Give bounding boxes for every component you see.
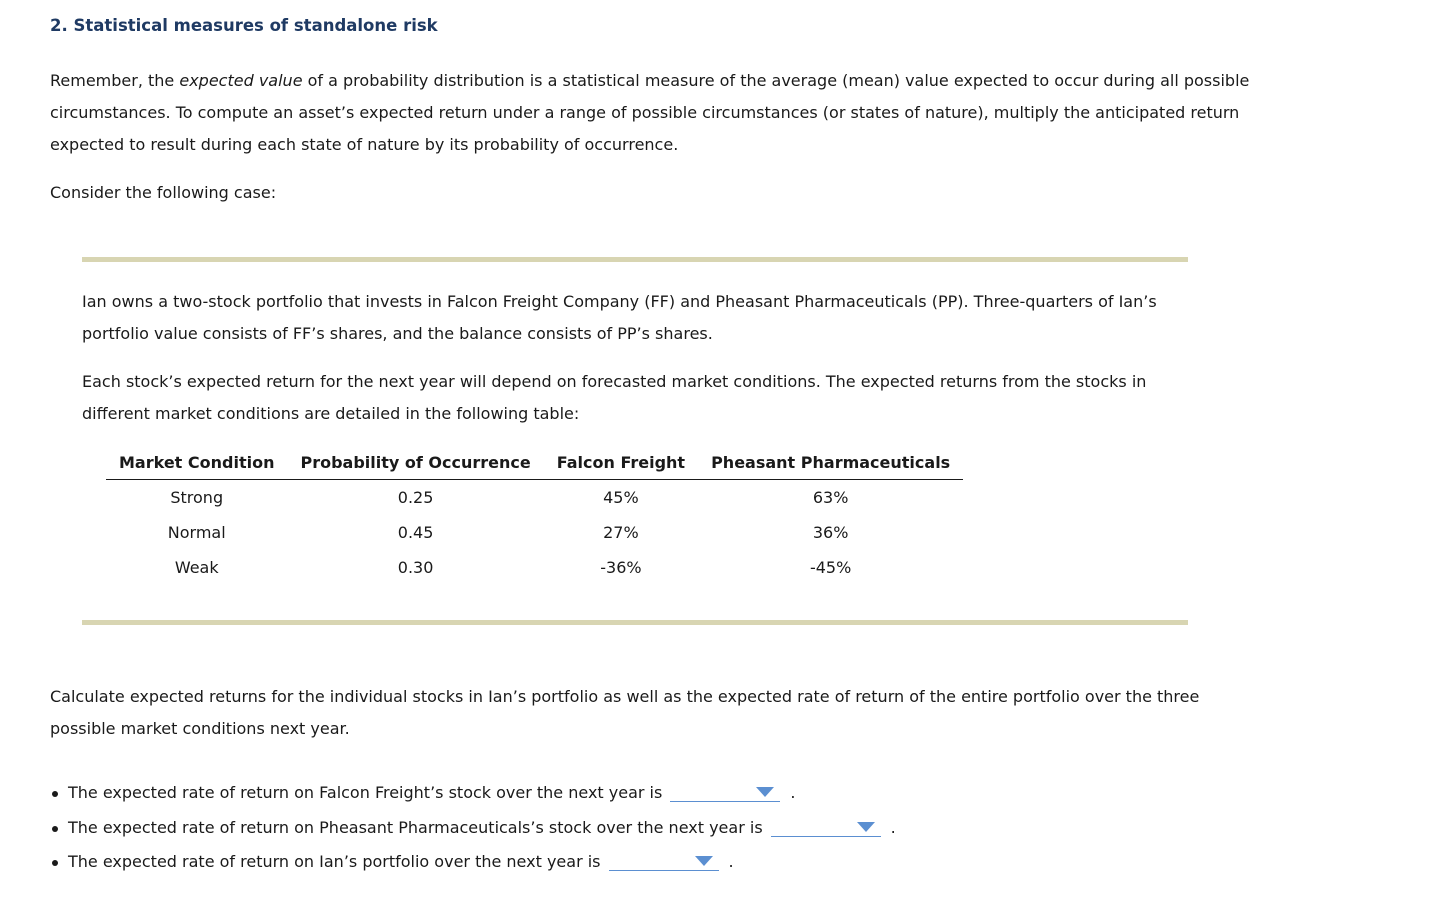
cell-probability: 0.25 <box>397 488 434 507</box>
cell-pheasant-return: 36% <box>812 523 849 542</box>
cell-falcon-return: 45% <box>603 488 639 507</box>
sentence-end: . <box>890 817 896 837</box>
consider-text: Consider the following case: <box>50 183 277 202</box>
case-paragraph-portfolio: Ian owns a two-stock portfolio that invests in Falcon Freight Company (FF) and Pheasant Pharmaceuticals (PP). Three-quarters of Ian’s portfolio value consists of FF’s shares, and the balance consists of PP’s shares. <box>82 292 1157 343</box>
returns-table <box>106 453 963 585</box>
cell-falcon-return: 27% <box>603 523 639 542</box>
answer-pheasant-pharmaceuticals <box>50 811 896 846</box>
chevron-down-icon[interactable] <box>756 787 774 797</box>
answer-list <box>50 776 896 880</box>
sentence-end: . <box>728 852 734 871</box>
answer-falcon-freight <box>50 776 896 811</box>
case-paragraph-conditions: Each stock’s expected return for the next year will depend on forecasted market conditions. The expected returns from the stocks in different market conditions are detailed in the following table: <box>82 372 1147 423</box>
calculate-instructions: Calculate expected returns for the individual stocks in Ian’s portfolio as well as the expected rate of return of the entire portfolio over the three possible market conditions next year. <box>50 687 1200 738</box>
table-row <box>106 480 963 516</box>
answer-portfolio <box>50 845 896 880</box>
chevron-down-icon[interactable] <box>857 822 875 832</box>
section-title: 2. Statistical measures of standalone risk <box>50 16 438 35</box>
cell-condition: Strong <box>170 488 224 507</box>
sentence-end: . <box>790 783 796 802</box>
cell-probability: 0.45 <box>397 523 434 542</box>
header-probability: Probability of Occurrence <box>287 453 543 480</box>
cell-falcon-return: -36% <box>600 558 642 577</box>
expected-value-term: expected value <box>179 71 303 90</box>
cell-probability: 0.30 <box>397 558 434 577</box>
header-pheasant-pharmaceuticals: Pheasant Pharmaceuticals <box>698 453 963 480</box>
table-header-row <box>106 453 963 480</box>
table-row <box>106 550 963 585</box>
cell-pheasant-return: -45% <box>809 558 852 577</box>
pheasant-pharmaceuticals-return-dropdown[interactable] <box>771 816 881 837</box>
answer-prompt: The expected rate of return on Falcon Freight’s stock over the next year is <box>68 783 663 802</box>
cell-condition: Normal <box>167 523 226 542</box>
bottom-divider <box>82 620 1188 625</box>
answer-prompt: The expected rate of return on Pheasant Pharmaceuticals’s stock over the next year is <box>68 817 763 837</box>
header-market-condition: Market Condition <box>106 453 287 480</box>
header-falcon-freight: Falcon Freight <box>544 453 698 480</box>
falcon-freight-return-dropdown[interactable] <box>670 781 780 802</box>
case-box <box>82 257 1188 625</box>
portfolio-return-dropdown[interactable] <box>609 850 719 871</box>
intro-paragraph: Remember, the expected value of a probability distribution is a statistical measure of the average (mean) value expected to occur during all possible circumstances. To compute an asset’s expected return under a range of possible circumstances (or states of nature), multiply the anticipated return expected to result during each state of nature by its probability of occurrence. <box>50 71 1250 154</box>
answer-prompt: The expected rate of return on Ian’s portfolio over the next year is <box>68 852 601 871</box>
table-row <box>106 515 963 550</box>
chevron-down-icon[interactable] <box>695 856 713 866</box>
top-divider <box>82 257 1188 262</box>
cell-pheasant-return: 63% <box>812 488 849 507</box>
cell-condition: Weak <box>174 558 219 577</box>
